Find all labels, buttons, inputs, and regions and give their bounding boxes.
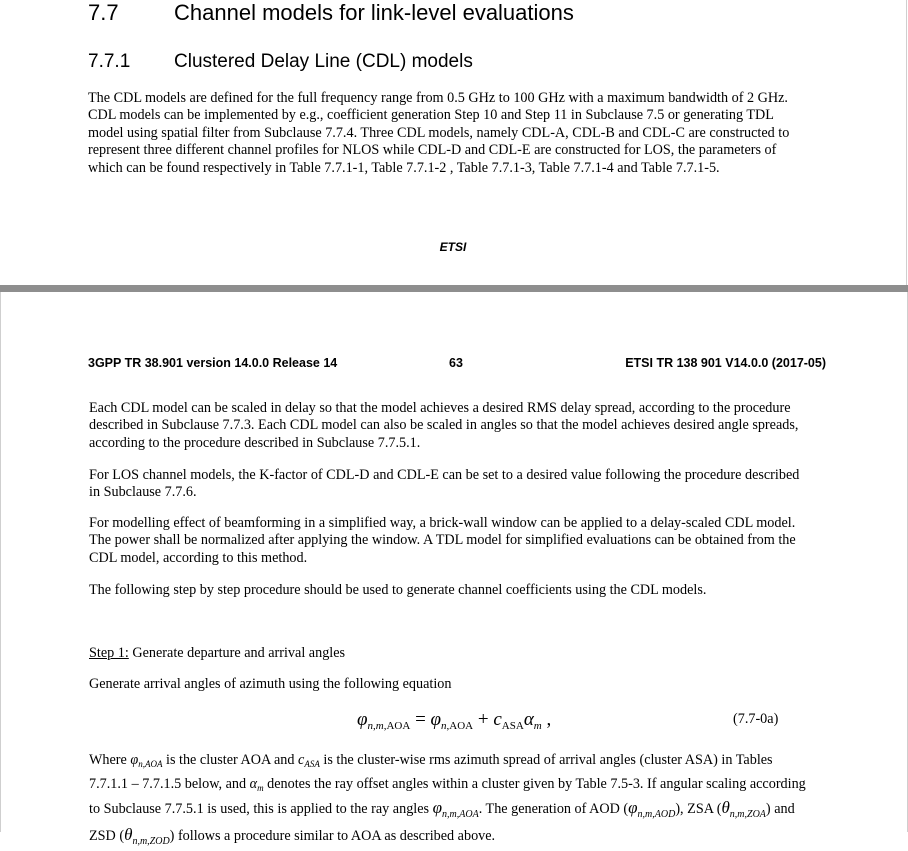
subsection-number: 7.7.1 (88, 51, 131, 72)
explanation-text: ) follows a procedure similar to AOA as described above. (169, 827, 496, 844)
document-page-bottom (0, 292, 908, 847)
step-1-text: Generate departure and arrival angles (128, 645, 346, 661)
los-kfactor-paragraph: For LOS channel models, the K-factor of CDL-D and CDL-E can be set to a desired value following the procedure described in Subclause 7.7.6. (89, 467, 800, 501)
equation-number: (7.7-0a) (733, 711, 779, 727)
section-number: 7.7 (88, 0, 119, 25)
explanation-text: . The generation of AOD ( (478, 801, 629, 817)
section-title: Channel models for link-level evaluations (174, 0, 574, 25)
etsi-page-footer: ETSI (439, 240, 467, 254)
explanation-text: ), ZSA ( (675, 801, 722, 817)
beamforming-paragraph: For modelling effect of beamforming in a simplified way, a brick-wall window can be applied to a delay-scaled CDL model. The power shall be normalized after applying the window. A TDL model for simplified evaluations can be obtained from the CDL model, according to this method. (89, 515, 796, 566)
page-header-doc-id: 3GPP TR 38.901 version 14.0.0 Release 14 (88, 356, 338, 370)
phi-n-m-aod-symbol: $\varphi_{n,m,AOD}$ (628, 798, 676, 820)
explanation-text: is the cluster-wise rms azimuth spread of arrival angles (cluster ASA) in Tables 7.7.1.1 – 7.7.1.5 below, and (89, 752, 773, 792)
explanation-text: ) and ZSD ( (89, 801, 795, 844)
c-asa-symbol: $c_{ASA}$ (298, 752, 320, 769)
document-page-top (0, 0, 907, 285)
equation-intro-paragraph: Generate arrival angles of azimuth using the following equation (89, 676, 452, 692)
scaling-paragraph: Each CDL model can be scaled in delay so that the model achieves a desired RMS delay spread, according to the procedure described in Subclause 7.7.3. Each CDL model can also be scaled in angles so that the model achieves desired angle spreads, according to the procedure described in Subclause 7.7.5.1. (89, 400, 799, 451)
step-1-heading (89, 645, 813, 662)
explanation-text: denotes the ray offset angles within a cluster given by Table 7.5-3. If angular scaling according to Subclause 7.7.5.1 is used, this is applied to the ray angles (89, 775, 806, 817)
procedure-intro-paragraph: The following step by step procedure should be used to generate channel coefficients using the CDL models. (89, 582, 707, 598)
page-header-etsi-ref: ETSI TR 138 901 V14.0.0 (2017-05) (625, 356, 826, 370)
phi-n-m-aoa-symbol: $\varphi_{n,m,AOA}$ (432, 798, 479, 820)
equation-explanation-paragraph (89, 751, 813, 851)
explanation-text: is the cluster AOA and (162, 752, 299, 768)
theta-n-m-zoa-symbol: $\theta_{n,m,ZOA}$ (721, 798, 766, 820)
page-separator (0, 285, 908, 292)
step-1-label: Step 1: (89, 645, 129, 661)
phi-n-aoa-symbol: $\varphi_{n,AOA}$ (130, 752, 163, 769)
section-heading-7-7 (88, 0, 574, 26)
alpha-m-symbol: $\alpha_m$ (249, 775, 264, 793)
subsection-title: Clustered Delay Line (CDL) models (174, 51, 473, 72)
aoa-equation: $\varphi_{n,m,AOA} = \varphi_{n,AOA} + c_{ASA}\alpha_m$ , (357, 709, 552, 732)
explanation-text: Where (89, 752, 131, 768)
section-heading-7-7-1 (88, 51, 473, 73)
cdl-intro-paragraph: The CDL models are defined for the full frequency range from 0.5 GHz to 100 GHz with a maximum bandwidth of 2 GHz. CDL models can be implemented by e.g., coefficient generation Step 10 and Step 11 in Subclause 7.5 or generating TDL model using spatial filter from Subclause 7.7.4. Three CDL models, namely CDL-A, CDL-B and CDL-C are constructed to represent three different channel profiles for NLOS while CDL-D and CDL-E are constructed for LOS, the parameters of which can be found respectively in Table 7.7.1-1, Table 7.7.1-2 , Table 7.7.1-3, Table 7.7.1-4 and Table 7.7.1-5. (88, 90, 790, 176)
theta-n-m-zod-symbol: $\theta_{n,m,ZOD}$ (124, 824, 170, 847)
page-header-page-number: 63 (449, 356, 463, 370)
